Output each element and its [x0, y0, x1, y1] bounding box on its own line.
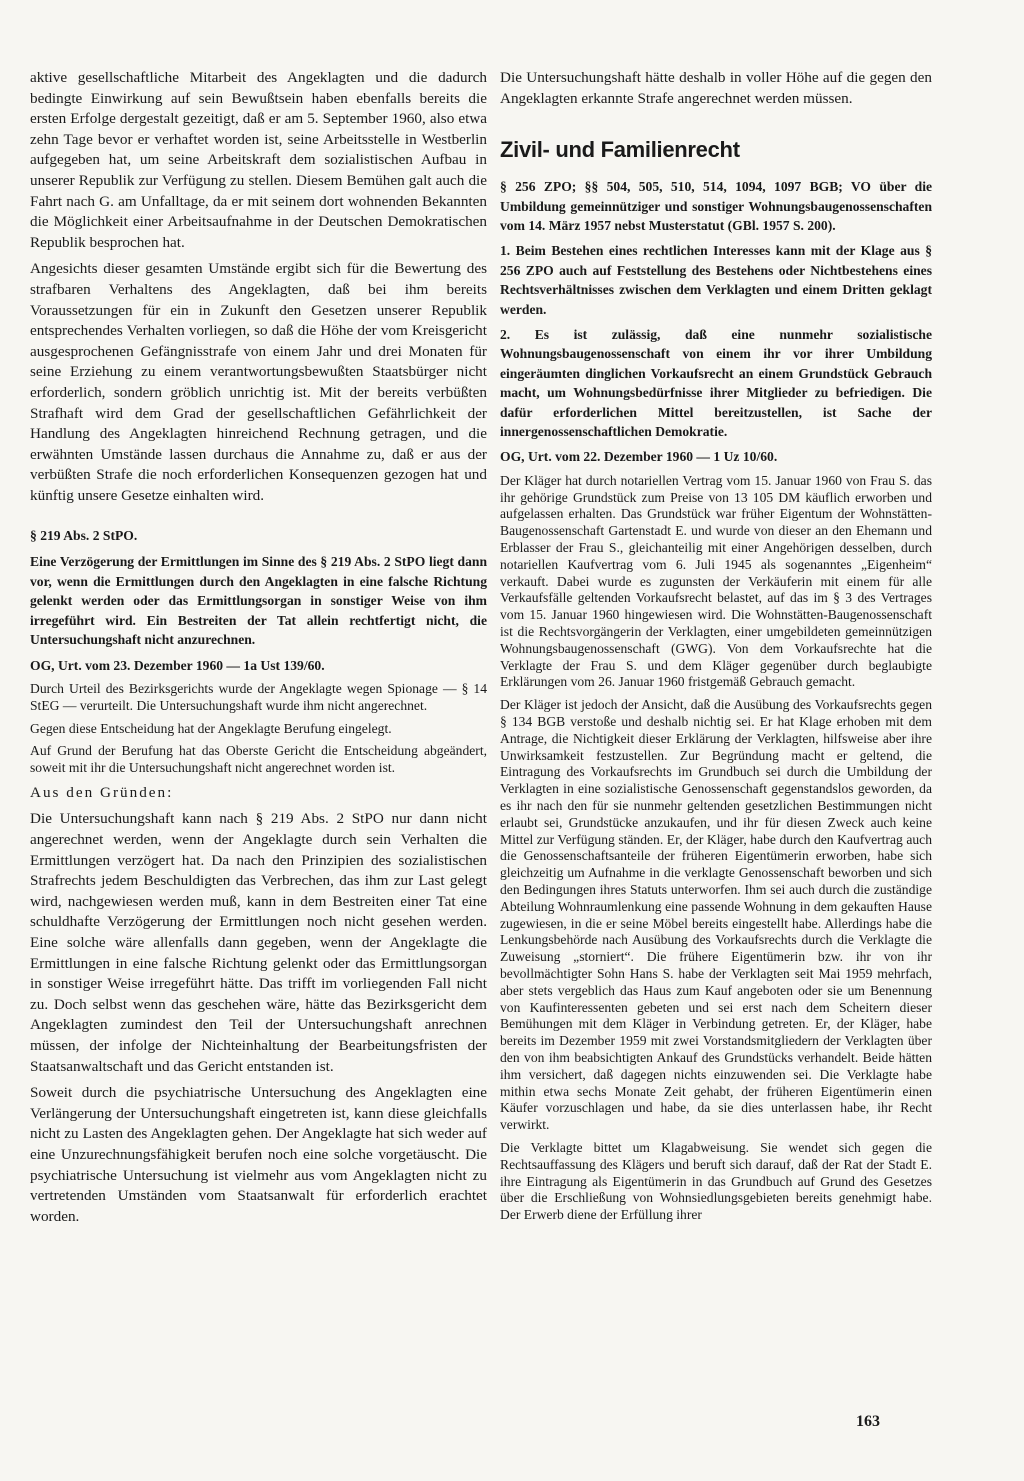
- statutes: § 256 ZPO; §§ 504, 505, 510, 514, 1094, 1097 BGB; VO über die Umbildung gemeinnütziger und sonstiger Wohnungsbaugenossenschaften vom 14. März 1957 nebst Musterstatut (GBl. 1957 S. 200).: [500, 179, 932, 233]
- paragraph: Gegen diese Entscheidung hat der Angeklagte Berufung eingelegt.: [30, 720, 392, 736]
- paragraph: Der Kläger hat durch notariellen Vertrag vom 15. Januar 1960 von Frau S. das ihr gehörige Grundstück zum Preise von 13 105 DM käuflich erworben und aufgelassen erhalten. Das Grundstück war früher Eigentum der Wohnstätten-Baugenossenschaft Gartenstadt E. und wurde von dieser an den Ehemann und Erblasser der Frau S., gleichanteilig mit einer Angehörigen desselben, durch notariellen Kaufvertrag vom 6. Juli 1945 als sogenanntes „Eigenheim“ verkauft. Dabei wurde es zugunsten der Verkäuferin mit einem für alle Verkaufsfälle geltenden Vorkaufsrecht belastet, auf das im § 3 des Vertrages vom 15. Januar 1960 hingewiesen wird. Die Wohnstätten-Baugenossenschaft ist die Rechtsvorgängerin der Verklagten, einer umgebildeten gemeinnützigen Wohnungsbaugenossenschaft (GWG). Von dem Vorkaufsrechte hat die Verklagte der Frau S. und dem Kläger gegenüber durch beglaubigte Erklärungen vom 26. Januar 1960 fristgemäß Gebrauch gemacht.: [500, 472, 932, 690]
- paragraph: Die Untersuchungshaft kann nach § 219 Abs. 2 StPO nur dann nicht angerechnet werden, wenn der Angeklagte durch sein Verhalten die Ermittlungen verzögert hat. Da nach den Prinzipien des sozialistischen Strafrechts jedem Beschuldigten das Verbrechen, das ihm zur Last gelegt wird, nachgewiesen werden muß, kann in dem Bestreiten einer Tat eine schuldhafte Verzögerung der Ermittlungen noch nicht gesehen werden. Eine solche wäre allenfalls dann gegeben, wenn der Angeklagte die Ermittlungen in eine falsche Richtung gelenkt oder das Ermittlungsorgan in sonstiger Weise irregeführt hätte. Das trifft im vorliegenden Fall nicht zu. Doch selbst wenn das geschehen wäre, hätte das Bezirksgericht dem Angeklagten zumindest den Teil der Untersuchungshaft anrechnen müssen, der infolge der Nichteinhaltung der Bearbeitungsfristen der Staatsanwaltschaft und das Gericht entstanden ist.: [30, 810, 487, 1075]
- right-column: [500, 68, 932, 1230]
- paragraph: Der Kläger ist jedoch der Ansicht, daß die Ausübung des Vorkaufsrechts gegen § 134 BGB verstoße und deshalb nichtig sei. Er hat Klage erhoben mit dem Antrage, die Nichtigkeit dieser Erklärung der Verklagten, hilfsweise aber ihre Unwirksamkeit festzustellen. Zur Begründung macht er geltend, die Eintragung des Vorkaufsrechts im Grundbuch sei durch die Umbildung der Verklagten in eine sozialistische Genossenschaft gegenstandslos geworden, da es ihr nach den für sie nunmehr geltenden gesetzlichen Bestimmungen nicht erlaubt sei, Grundstücke anzukaufen, und ihr für diesen Zweck auch keine Mittel zur Verfügung ständen. Er, der Kläger, habe durch den Kaufvertrag auch die Genossenschaftsanteile der früheren Eigentümerin erworben, habe sich gleichzeitig um Aufnahme in die verklagte Genossenschaft beworben und sich den Bedingungen ihres Statuts unterworfen. Ihm sei auch durch die zuständige Abteilung Wohnraumlenkung eine passende Wohnung in dem gekauften Hause zugewiesen, in die er seine Möbel bereits eingestellt habe. Allerdings habe die Lenkungsbehörde nach Ausübung des Vorkaufsrechts durch die Verklagte die Zuweisung „storniert“. Die frühere Eigentümerin bzw. ihr von ihr bevollmächtigter Sohn Hans S. habe der Verklagten seit Mai 1959 mehrfach, aber stets vergeblich das Haus zum Kauf angeboten oder sie um Benennung von Kaufinteressenten gebeten und sei erst nach dem Scheitern dieser Bemühungen mit dem Kläger in Verbindung getreten. Er, der Kläger, habe bereits im Dezember 1959 mit zwei Vorstandsmitgliedern der Verklagten über den von ihm beabsichtigten Ankauf des Grundstücks verhandelt. Beide hätten ihm versichert, daß dagegen nichts einzuwenden sei. Die Verklagte habe mithin etwa sechs Monate Zeit gehabt, der früheren Eigentümerin einen Käufer vorzuschlagen und habe, da sie dies unterlassen habe, ihr Recht verwirkt.: [500, 697, 932, 1133]
- left-column: [30, 68, 487, 1233]
- paragraph: Durch Urteil des Bezirksgerichts wurde der Angeklagte wegen Spionage — § 14 StEG — verurteilt. Die Untersuchungshaft wurde ihm nicht angerechnet.: [30, 680, 487, 713]
- paragraph: Die Verklagte bittet um Klagabweisung. Sie wendet sich gegen die Rechtsauffassung des Klägers und beruft sich darauf, daß der Rat der Stadt E. ihre Eintragung als Eigentümerin in das Grundbuch auf Grund des Gesetzes über die Erschließung von Wohnsiedlungsgebieten bereits genehmigt habe. Der Erwerb diene der Erfüllung ihrer: [500, 1139, 932, 1223]
- case-citation: OG, Urt. vom 23. Dezember 1960 — 1a Ust 139/60.: [30, 657, 325, 673]
- reasons-heading: Aus den Gründen:: [30, 783, 174, 801]
- paragraph: Angesichts dieser gesamten Umstände ergibt sich für die Bewertung des strafbaren Verhaltens des Angeklagten, daß bei ihm bereits Voraussetzungen für ein in Zukunft den Gesetzen unserer Republik entsprechendes Verhalten vorliegen, so daß die Höhe der vom Kreisgericht ausgesprochenen Gefängnisstrafe von einem Jahr und drei Monaten für seine Erziehung zu einem verantwortungsbewußten Staatsbürger nicht erforderlich, sondern gröblich unrichtig ist. Mit der bereits verbüßten Strafhaft wird dem Grad der gesellschaftlichen Gefährlichkeit der Handlung des Angeklagten hinreichend Rechnung getragen, und die erwähnten Umstände lassen durchaus die Annahme zu, daß er aus der verbüßten Strafe die noch erforderlichen Konsequenzen gezogen hat und künftig unsere Gesetze einhalten wird.: [30, 260, 487, 504]
- case-citation: OG, Urt. vom 22. Dezember 1960 — 1 Uz 10/60.: [500, 449, 778, 465]
- paragraph: Soweit durch die psychiatrische Untersuchung des Angeklagten eine Verlängerung der Untersuchungshaft eingetreten ist, kann diese gleichfalls nicht zu Lasten des Angeklagten gehen. Der Angeklagte hat sich weder auf eine Unzurechnungsfähigkeit berufen noch eine solche vorgetäuscht. Die psychiatrische Untersuchung ist vielmehr aus vom Angeklagten nicht zu vertretenden Umständen vom Staatsanwalt für erforderlich erachtet worden.: [30, 1084, 487, 1225]
- section-heading: Zivil- und Familienrecht: [500, 137, 740, 163]
- section-title: § 219 Abs. 2 StPO.: [30, 528, 138, 544]
- headnote: Eine Verzögerung der Ermittlungen im Sinne des § 219 Abs. 2 StPO liegt dann vor, wenn die Ermittlungen durch den Angeklagten in eine falsche Richtung gelenkt werden oder das Ermittlungsorgan in sonstiger Weise von ihm irregeführt wird. Ein Bestreiten der Tat allein rechtfertigt nicht, die Untersuchungshaft nicht anzurechnen.: [30, 554, 487, 648]
- headnote: 2. Es ist zulässig, daß eine nunmehr sozialistische Wohnungsbaugenossenschaft von einem ihr vor ihrer Umbildung eingeräumten dinglichen Vorkaufsrecht an einem Grundstück Gebrauch macht, um Wohnungsbedürfnisse ihrer Mitglieder zu befriedigen. Die dafür erforderlichen Mittel bereitzustellen, ist Sache der innergenossenschaftlichen Demokratie.: [500, 327, 932, 440]
- paragraph: Die Untersuchungshaft hätte deshalb in voller Höhe auf die gegen den Angeklagten erkannte Strafe angerechnet werden müssen.: [500, 69, 932, 107]
- paragraph: aktive gesellschaftliche Mitarbeit des Angeklagten und die dadurch bedingte Einwirkung auf sein Bewußtsein haben ebenfalls bereits die ersten Erfolge dergestalt gezeitigt, daß er am 5. September 1960, also etwa zehn Tage bevor er verhaftet worden ist, seine Arbeitsstelle in Westberlin aufgegeben hat, um seine Arbeitskraft dem sozialistischen Aufbau in unserer Republik zur Verfügung zu stellen. Diesem Bemühen galt auch die Fahrt nach G. am Unfalltage, da er mit seinem dort wohnenden Bekannten die Möglichkeit einer Arbeitsaufnahme in der Deutschen Demokratischen Republik besprochen hat.: [30, 69, 487, 251]
- page-number: 163: [856, 1413, 880, 1430]
- paragraph: Auf Grund der Berufung hat das Oberste Gericht die Entscheidung abgeändert, soweit mit ihr die Untersuchungshaft nicht angerechnet worden ist.: [30, 743, 487, 776]
- headnote: 1. Beim Bestehen eines rechtlichen Interesses kann mit der Klage aus § 256 ZPO auch auf Feststellung des Bestehens oder Nichtbestehens eines Rechtsverhältnisses zwischen dem Verklagten und einem Dritten geklagt werden.: [500, 243, 932, 317]
